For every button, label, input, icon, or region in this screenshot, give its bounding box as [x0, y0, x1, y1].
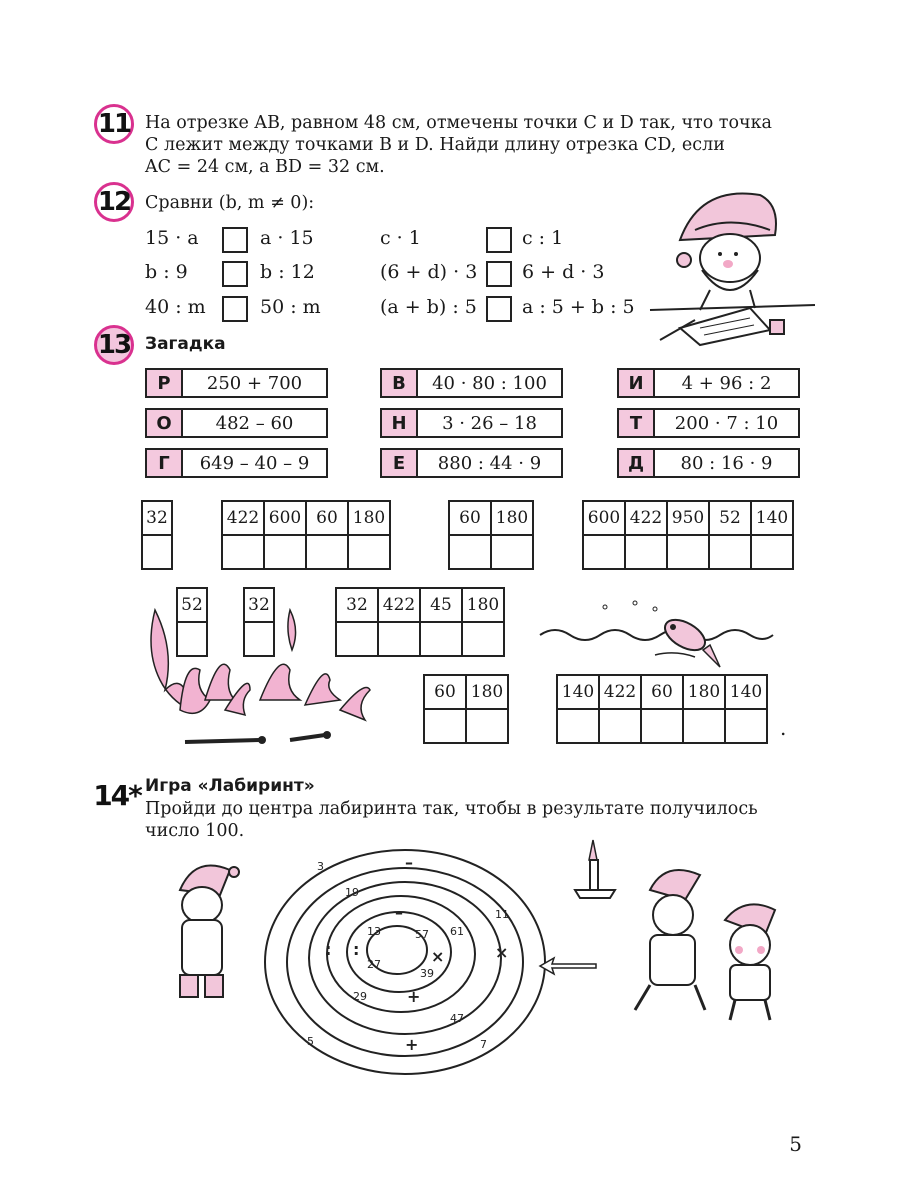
riddle-expression: 80 : 16 · 9 [680, 452, 773, 474]
riddle-letter: Д [619, 450, 655, 476]
answer-letter-cell[interactable] [751, 535, 793, 569]
task-11-text [145, 112, 800, 178]
compare-answer-box[interactable] [222, 227, 248, 253]
answer-end-dot: . [780, 716, 787, 740]
compare-answer-box[interactable] [486, 227, 512, 253]
answer-word-table [556, 674, 768, 744]
fish-waves-illustration [535, 595, 775, 675]
compare-answer-box[interactable] [222, 296, 248, 322]
answer-letter-cell[interactable] [725, 709, 767, 743]
compare-expr: a : 5 + b : 5 [522, 296, 635, 318]
riddle-expression: 3 · 26 – 18 [442, 412, 537, 434]
compare-expr: 15 · a [145, 227, 199, 249]
task-number-11: 11 [94, 104, 134, 144]
answer-number-cell: 422 [599, 675, 641, 709]
compare-expr: b : 12 [260, 261, 315, 283]
burning-matches-illustration [140, 590, 400, 760]
answer-number-cell: 52 [709, 501, 751, 535]
riddle-cell [617, 368, 800, 398]
answer-letter-cell[interactable] [142, 535, 172, 569]
riddle-cell [617, 448, 800, 478]
answer-word-table [582, 500, 794, 570]
answer-letter-cell[interactable] [348, 535, 390, 569]
answer-word-table [423, 674, 509, 744]
answer-letter-cell[interactable] [424, 709, 466, 743]
answer-number-cell: 52 [177, 588, 207, 622]
maze-label: 11 [495, 908, 509, 921]
answer-number-cell: 180 [348, 501, 390, 535]
task-number-12: 12 [94, 182, 134, 222]
answer-letter-cell[interactable] [599, 709, 641, 743]
task-number-13: 13 [94, 325, 134, 365]
answer-letter-cell[interactable] [264, 535, 306, 569]
riddle-letter: И [619, 370, 655, 396]
maze-label: : [325, 940, 332, 959]
compare-answer-box[interactable] [486, 296, 512, 322]
task-13-title: Загадка [145, 334, 226, 354]
maze-label: 61 [450, 925, 464, 938]
riddle-expression: 880 : 44 · 9 [437, 452, 542, 474]
labyrinth-maze [255, 840, 555, 1085]
task-14-title: Игра «Лабиринт» [145, 776, 315, 796]
answer-number-cell: 60 [641, 675, 683, 709]
answer-word-table [448, 500, 534, 570]
compare-expr: b : 9 [145, 261, 188, 283]
answer-number-cell: 422 [222, 501, 264, 535]
riddle-letter: В [382, 370, 418, 396]
answer-letter-cell[interactable] [557, 709, 599, 743]
answer-number-cell: 140 [557, 675, 599, 709]
compare-expr: 6 + d · 3 [522, 261, 605, 283]
riddle-letter: Е [382, 450, 418, 476]
answer-number-cell: 600 [583, 501, 625, 535]
answer-number-cell: 60 [306, 501, 348, 535]
riddle-cell [380, 408, 563, 438]
answer-letter-cell[interactable] [420, 622, 462, 656]
maze-label: 47 [450, 1012, 464, 1025]
task-11-line-2: C лежит между точками B и D. Найди длину отрезка CD, если [145, 135, 725, 155]
maze-label: + [405, 1035, 419, 1054]
riddle-cell [380, 448, 563, 478]
answer-number-cell: 32 [336, 588, 378, 622]
task-number-14: 14* [93, 778, 141, 812]
answer-word-table [141, 500, 173, 570]
riddle-cell [380, 368, 563, 398]
riddle-letter: О [147, 410, 183, 436]
answer-letter-cell[interactable] [449, 535, 491, 569]
riddle-expression: 40 · 80 : 100 [432, 372, 547, 394]
maze-label: 27 [367, 958, 381, 971]
answer-number-cell: 60 [424, 675, 466, 709]
answer-number-cell: 180 [491, 501, 533, 535]
answer-letter-cell[interactable] [641, 709, 683, 743]
maze-label: 5 [307, 1035, 314, 1048]
maze-label: 29 [353, 990, 367, 1003]
answer-word-table [221, 500, 391, 570]
riddle-letter: Р [147, 370, 183, 396]
maze-label: × [431, 947, 445, 966]
riddle-cell [145, 408, 328, 438]
compare-expr: a · 15 [260, 227, 314, 249]
answer-number-cell: 180 [466, 675, 508, 709]
answer-letter-cell[interactable] [583, 535, 625, 569]
maze-label: – [395, 903, 403, 922]
maze-label: + [407, 987, 421, 1006]
gnomes-with-candle-illustration [555, 830, 805, 1025]
gnome-writing-illustration [640, 180, 820, 350]
answer-number-cell: 950 [667, 501, 709, 535]
compare-expr: c : 1 [522, 227, 564, 249]
maze-label: 19 [345, 886, 359, 899]
answer-number-cell: 140 [725, 675, 767, 709]
answer-number-cell: 32 [244, 588, 274, 622]
compare-answer-box[interactable] [222, 261, 248, 287]
maze-label: 3 [317, 860, 324, 873]
answer-letter-cell[interactable] [222, 535, 264, 569]
compare-expr: (a + b) : 5 [380, 296, 477, 318]
answer-number-cell: 45 [420, 588, 462, 622]
maze-label: – [405, 853, 413, 872]
maze-label: 57 [415, 928, 429, 941]
page-number: 5 [789, 1132, 802, 1156]
answer-letter-cell[interactable] [625, 535, 667, 569]
riddle-expression: 200 · 7 : 10 [674, 412, 779, 434]
riddle-cell [145, 448, 328, 478]
answer-letter-cell[interactable] [491, 535, 533, 569]
gnome-standing-illustration [160, 860, 245, 1005]
answer-number-cell: 60 [449, 501, 491, 535]
answer-letter-cell[interactable] [667, 535, 709, 569]
answer-letter-cell[interactable] [709, 535, 751, 569]
answer-letter-cell[interactable] [466, 709, 508, 743]
riddle-letter: Т [619, 410, 655, 436]
task-11-line-1: На отрезке AB, равном 48 см, отмечены точки C и D так, что точка [145, 113, 772, 133]
maze-label: 7 [480, 1038, 487, 1051]
riddle-expression: 4 + 96 : 2 [681, 372, 772, 394]
riddle-expression: 649 – 40 – 9 [199, 452, 310, 474]
riddle-letter: Н [382, 410, 418, 436]
compare-answer-box[interactable] [486, 261, 512, 287]
compare-expr: 40 : m [145, 296, 206, 318]
riddle-expression: 250 + 700 [206, 372, 303, 394]
compare-expr: (6 + d) · 3 [380, 261, 478, 283]
task-12-prompt: Сравни (b, m ≠ 0): [145, 193, 315, 213]
answer-number-cell: 32 [142, 501, 172, 535]
answer-number-cell: 180 [462, 588, 504, 622]
compare-expr: 50 : m [260, 296, 321, 318]
task-14-line-2: число 100. [145, 821, 245, 841]
riddle-cell [617, 408, 800, 438]
answer-number-cell: 422 [625, 501, 667, 535]
maze-label: 13 [367, 925, 381, 938]
task-14-line-1: Пройди до центра лабиринта так, чтобы в результате получилось [145, 799, 758, 819]
riddle-expression: 482 – 60 [215, 412, 294, 434]
maze-label: : [353, 940, 360, 959]
riddle-letter: Г [147, 450, 183, 476]
answer-letter-cell[interactable] [462, 622, 504, 656]
answer-number-cell: 180 [683, 675, 725, 709]
task-11-line-3: AC = 24 см, а BD = 32 см. [145, 157, 385, 177]
answer-number-cell: 422 [378, 588, 420, 622]
maze-label: 39 [420, 967, 434, 980]
riddle-cell [145, 368, 328, 398]
answer-letter-cell[interactable] [306, 535, 348, 569]
compare-expr: c · 1 [380, 227, 421, 249]
answer-number-cell: 140 [751, 501, 793, 535]
answer-letter-cell[interactable] [683, 709, 725, 743]
maze-label: × [495, 943, 509, 962]
answer-number-cell: 600 [264, 501, 306, 535]
